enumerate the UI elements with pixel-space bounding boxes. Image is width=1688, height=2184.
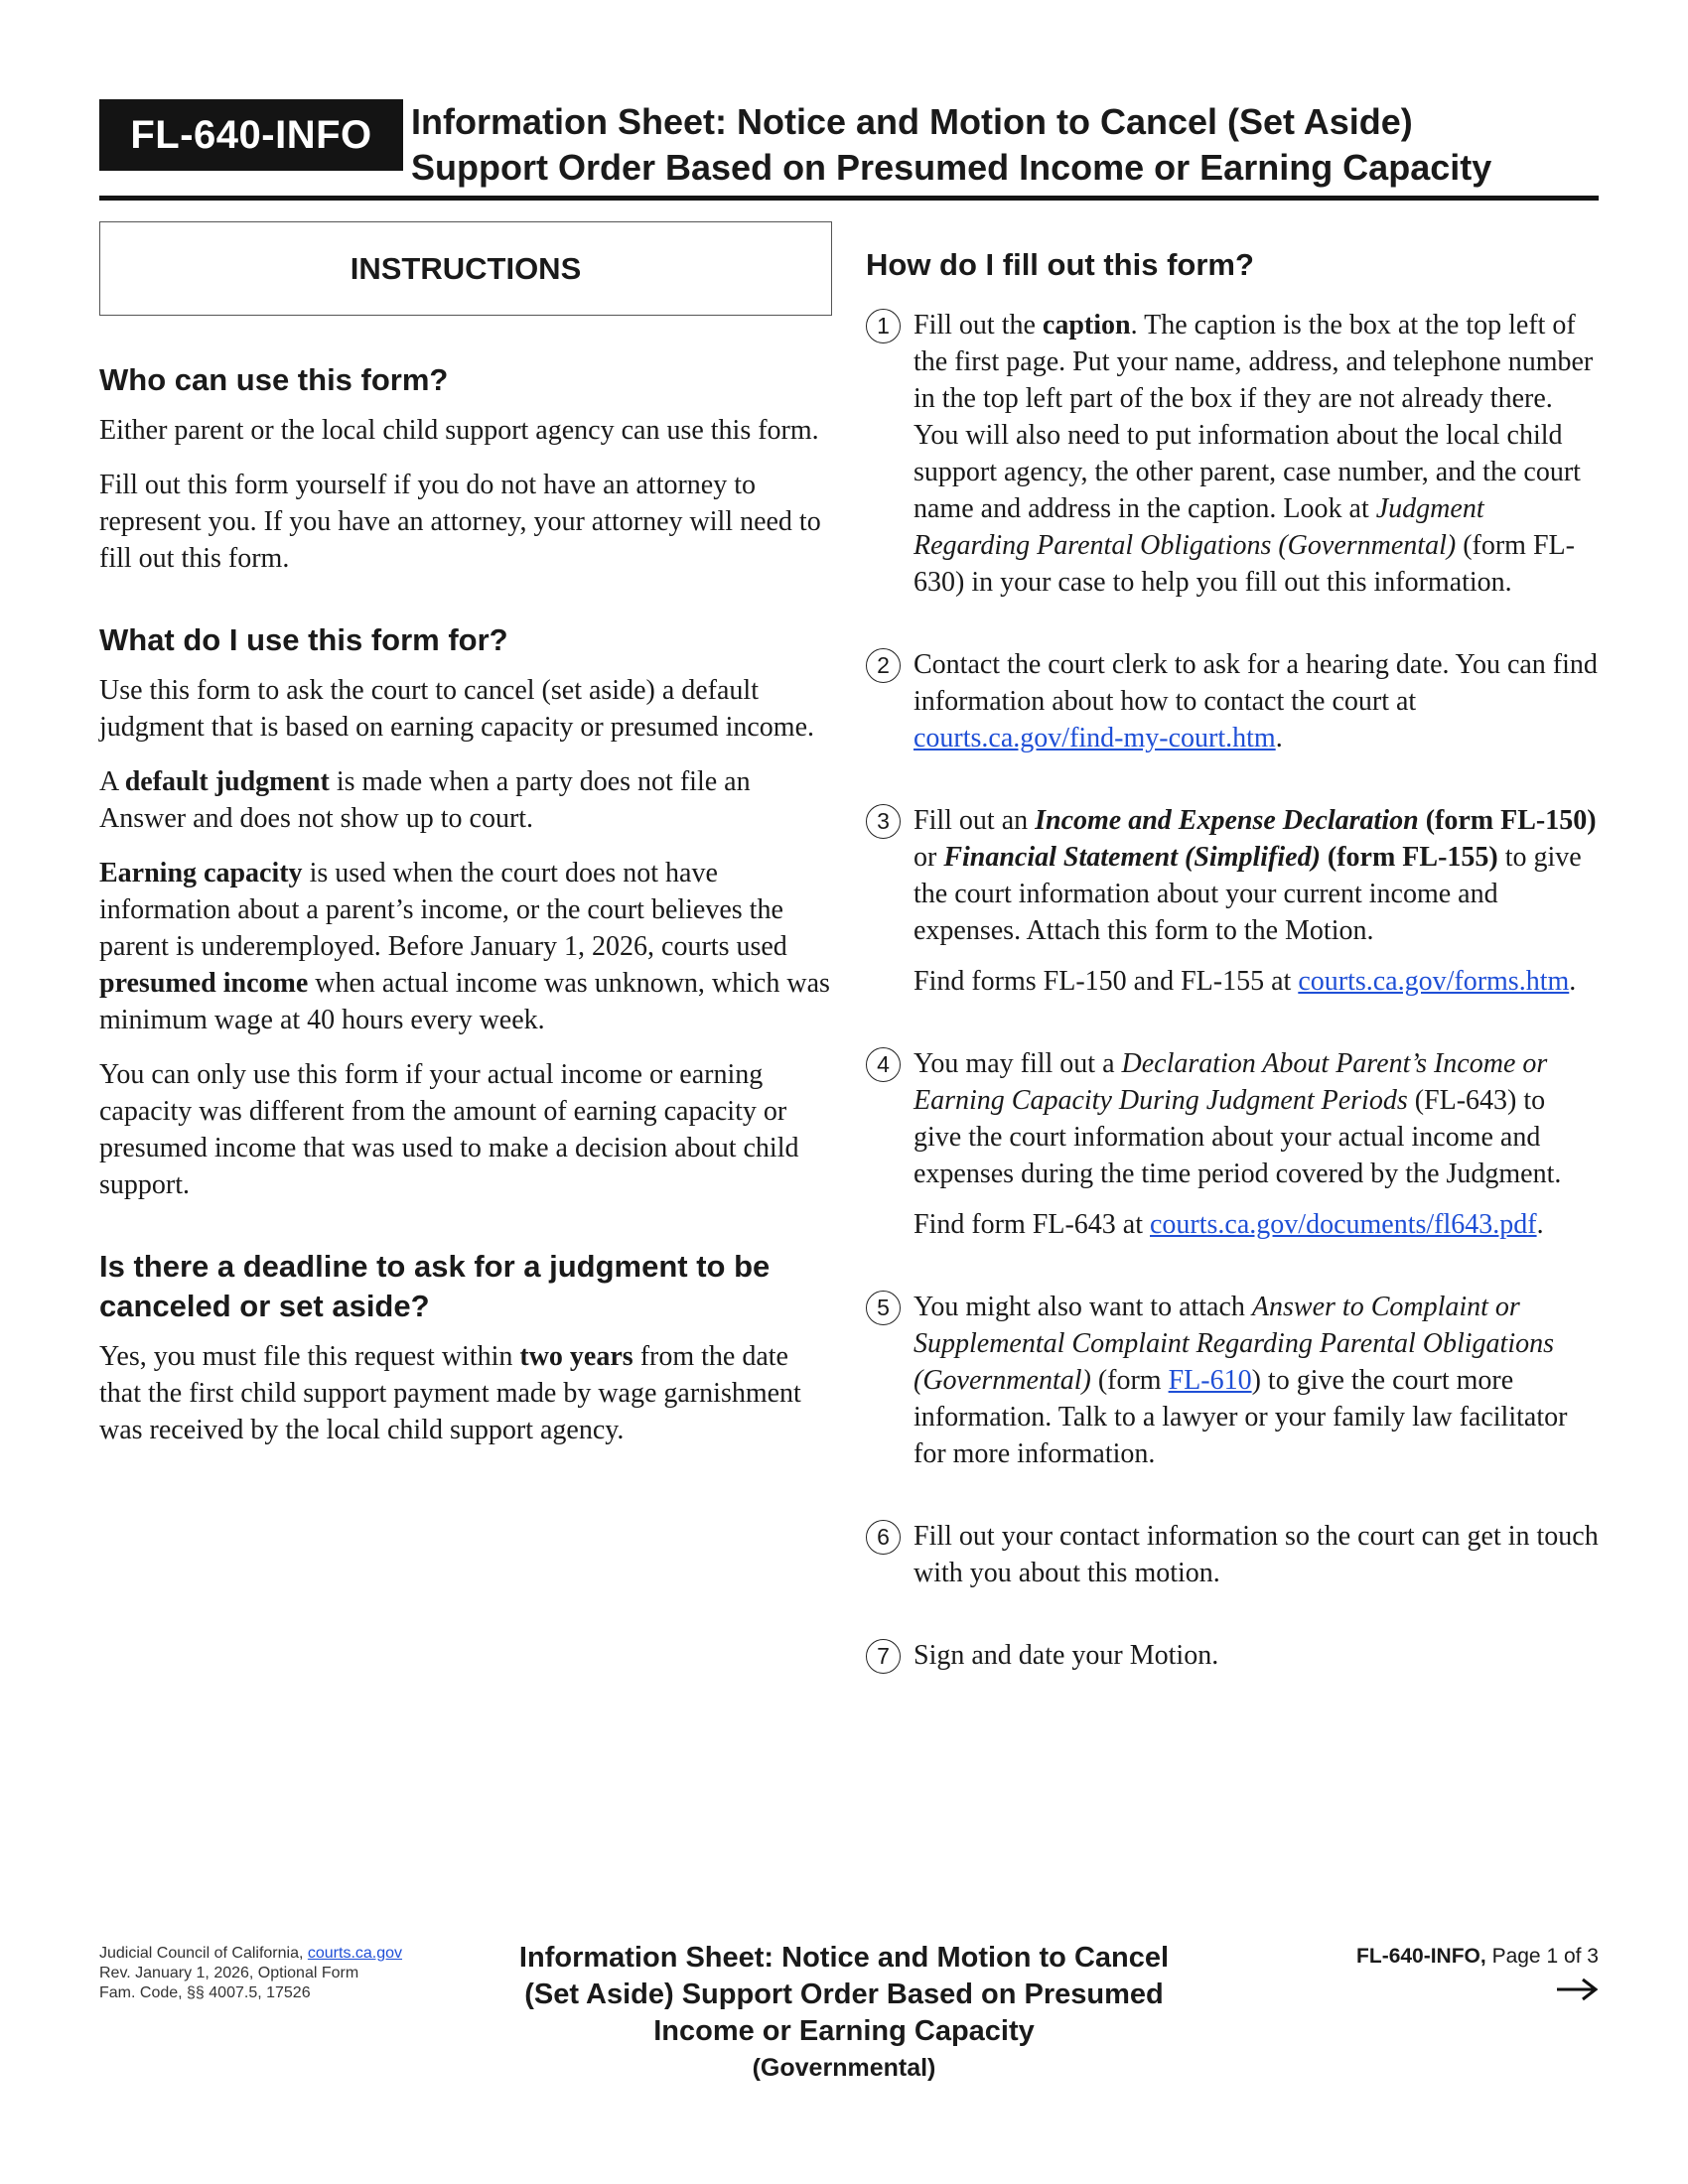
text: (form FL-630) in your case to help you fill out this information.: [914, 530, 1575, 598]
step-4: [866, 1045, 1599, 1257]
header-rule: [99, 196, 1599, 201]
footer-right: [1356, 1944, 1599, 2008]
footer-code: Fam. Code, §§ 4007.5, 17526: [99, 1984, 311, 2001]
section-who: [99, 360, 832, 577]
step-5-text: [914, 1289, 1599, 1472]
text: Find forms FL-150 and FL-155 at: [914, 966, 1299, 997]
step-body: [914, 1045, 1599, 1257]
section-what-paragraph-1: Use this form to ask the court to cancel (set aside) a default judgment that is based on earning capacity or presumed income.: [99, 675, 815, 743]
text: You may fill out a: [914, 1048, 1122, 1079]
text: from the date that the first child support payment made by wage garnishment was received by the local child support agency.: [99, 1341, 801, 1445]
header-title: [411, 99, 1603, 191]
step-4-text: [914, 1045, 1599, 1192]
section-what-heading: What do I use this form for?: [99, 622, 508, 657]
section-what: [99, 620, 832, 1203]
text: ) to give the court more information. Talk to a lawyer or your family law facilitator for more information.: [914, 1365, 1568, 1469]
term-caption: caption: [1042, 310, 1131, 341]
step-1: [866, 307, 1599, 614]
step-6-text: Fill out your contact information so the court can get in touch with you about this motion.: [914, 1521, 1599, 1588]
text: .: [1275, 723, 1283, 753]
instructions-box: [99, 221, 832, 316]
text: or: [914, 842, 944, 873]
header-title-line-2: Support Order Based on Presumed Income or Earning Capacity: [411, 147, 1492, 188]
text: when actual income was unknown, which was minimum wage at 40 hours every week.: [99, 968, 830, 1035]
text: Contact the court clerk to ask for a hearing date. You can find information about how to contact the court at: [914, 649, 1598, 717]
footer-title-line-1: Information Sheet: Notice and Motion to Cancel: [518, 1942, 1170, 1974]
step-3-text: [914, 802, 1599, 949]
text: .: [1536, 1209, 1544, 1240]
section-who-paragraph-2: Fill out this form yourself if you do not have an attorney to represent you. If you have an attorney, your attorney will need to fill out this form.: [99, 470, 821, 574]
fl643-pdf-link[interactable]: courts.ca.gov/documents/fl643.pdf: [1150, 1209, 1537, 1240]
section-who-paragraph-1: Either parent or the local child support agency can use this form.: [99, 415, 819, 446]
form-id-fl155: (form FL-155): [1320, 842, 1498, 873]
text: to give the court information about your current income and expenses. Attach this form to the Motion.: [914, 842, 1582, 946]
text: Fill out the: [914, 310, 1043, 341]
section-deadline-heading: Is there a deadline to ask for a judgment to be canceled or set aside?: [99, 1249, 771, 1323]
footer-form-id: FL-640-INFO,: [1356, 1945, 1486, 1968]
step-7-text: Sign and date your Motion.: [914, 1640, 1219, 1671]
step-1-text: [914, 307, 1599, 601]
step-5: [866, 1289, 1599, 1486]
footer-title-line-2: (Set Aside) Support Order Based on Presumed: [524, 1979, 1164, 2010]
term-two-years: two years: [519, 1341, 633, 1372]
section-what-paragraph-3: [99, 855, 832, 1038]
step-number-circle: 5: [866, 1291, 901, 1325]
instructions-label: INSTRUCTIONS: [350, 250, 582, 286]
step-6: [866, 1518, 1599, 1605]
text: .: [1569, 966, 1577, 997]
step-4-find-form: [914, 1206, 1599, 1243]
section-what-paragraph-2: [99, 763, 832, 837]
step-body: [914, 1518, 1599, 1605]
step-number-circle: 1: [866, 309, 901, 343]
footer-left: [99, 1944, 437, 2003]
header-title-line-1: Information Sheet: Notice and Motion to Cancel (Set Aside): [411, 101, 1413, 142]
form-title-fl155: Financial Statement (Simplified): [943, 842, 1321, 873]
text: (FL-643) to give the court information about your actual income and expenses during the time period covered by the Judgment.: [914, 1085, 1562, 1189]
footer-publisher: [99, 1944, 437, 1964]
step-2: [866, 646, 1599, 770]
step-body: [914, 1637, 1599, 1688]
text: Yes, you must file this request within: [99, 1341, 520, 1372]
text: is made when a party does not file an Answer and does not show up to court.: [99, 766, 751, 834]
fl610-link[interactable]: FL-610: [1168, 1365, 1252, 1396]
step-2-text: [914, 646, 1599, 756]
text: You might also want to attach: [914, 1292, 1252, 1322]
text: Fill out an: [914, 805, 1036, 836]
form-title-fl610: Answer to Complaint or Supplemental Complaint Regarding Parental Obligations (Governmental): [914, 1292, 1554, 1396]
step-3: [866, 802, 1599, 1014]
forms-link[interactable]: courts.ca.gov/forms.htm: [1298, 966, 1570, 997]
footer-revision: Rev. January 1, 2026, Optional Form: [99, 1965, 359, 1981]
text: . The caption is the box at the top left of the first page. Put your name, address, and telephone number in the top left part of the box if they are not already there. You will also need to put information about the local child support agency, the other parent, case number, and the court name and address in the caption. Look at: [914, 310, 1594, 524]
form-title-fl150: Income and Expense Declaration: [1035, 805, 1419, 836]
footer-title: [457, 1940, 1231, 2087]
text: (form: [1090, 1365, 1169, 1396]
form-title-fl630: Judgment Regarding Parental Obligations (Governmental): [914, 493, 1484, 561]
how-to-heading: How do I fill out this form?: [866, 247, 1254, 282]
step-number-circle: 2: [866, 648, 901, 683]
right-column: [866, 221, 1599, 1719]
step-number-circle: 6: [866, 1520, 901, 1555]
step-body: [914, 802, 1599, 1014]
text: Find form FL-643 at: [914, 1209, 1150, 1240]
next-page-arrow-icon[interactable]: [1555, 1978, 1599, 2001]
footer-subtitle: (Governmental): [752, 2054, 936, 2082]
form-id-badge: FL-640-INFO: [99, 99, 403, 171]
step-number-circle: 3: [866, 804, 901, 839]
term-presumed-income: presumed income: [99, 968, 309, 999]
find-my-court-link[interactable]: courts.ca.gov/find-my-court.htm: [914, 723, 1276, 753]
section-deadline-paragraph-1: [99, 1338, 832, 1448]
step-number-circle: 4: [866, 1047, 901, 1082]
section-deadline: [99, 1247, 832, 1448]
footer-page-number: Page 1 of 3: [1485, 1945, 1599, 1968]
section-who-heading: Who can use this form?: [99, 362, 449, 397]
section-what-paragraph-4: You can only use this form if your actual income or earning capacity was different from the amount of earning capacity or presumed income that was used to make a decision about child support.: [99, 1059, 799, 1200]
text: Judicial Council of California,: [99, 1945, 308, 1962]
step-body: [914, 646, 1599, 770]
step-3-find-forms: [914, 963, 1599, 1000]
step-body: [914, 307, 1599, 614]
footer-page-info: [1356, 1944, 1599, 1970]
step-number-circle: 7: [866, 1639, 901, 1674]
term-default-judgment: default judgment: [124, 766, 330, 797]
form-title-fl643: Declaration About Parent’s Income or Earning Capacity During Judgment Periods: [914, 1048, 1548, 1116]
left-column: [99, 221, 832, 1466]
step-7: [866, 1637, 1599, 1688]
footer-title-line-3: Income or Earning Capacity: [653, 2015, 1035, 2047]
text: A: [99, 766, 125, 797]
courts-ca-gov-link[interactable]: courts.ca.gov: [307, 1945, 403, 1962]
step-body: [914, 1289, 1599, 1486]
term-earning-capacity: Earning capacity: [99, 858, 303, 888]
text: is used when the court does not have information about a parent’s income, or the court believes the parent is underemployed. Before January 1, 2026, courts used: [99, 858, 787, 962]
form-id-fl150: (form FL-150): [1418, 805, 1597, 836]
